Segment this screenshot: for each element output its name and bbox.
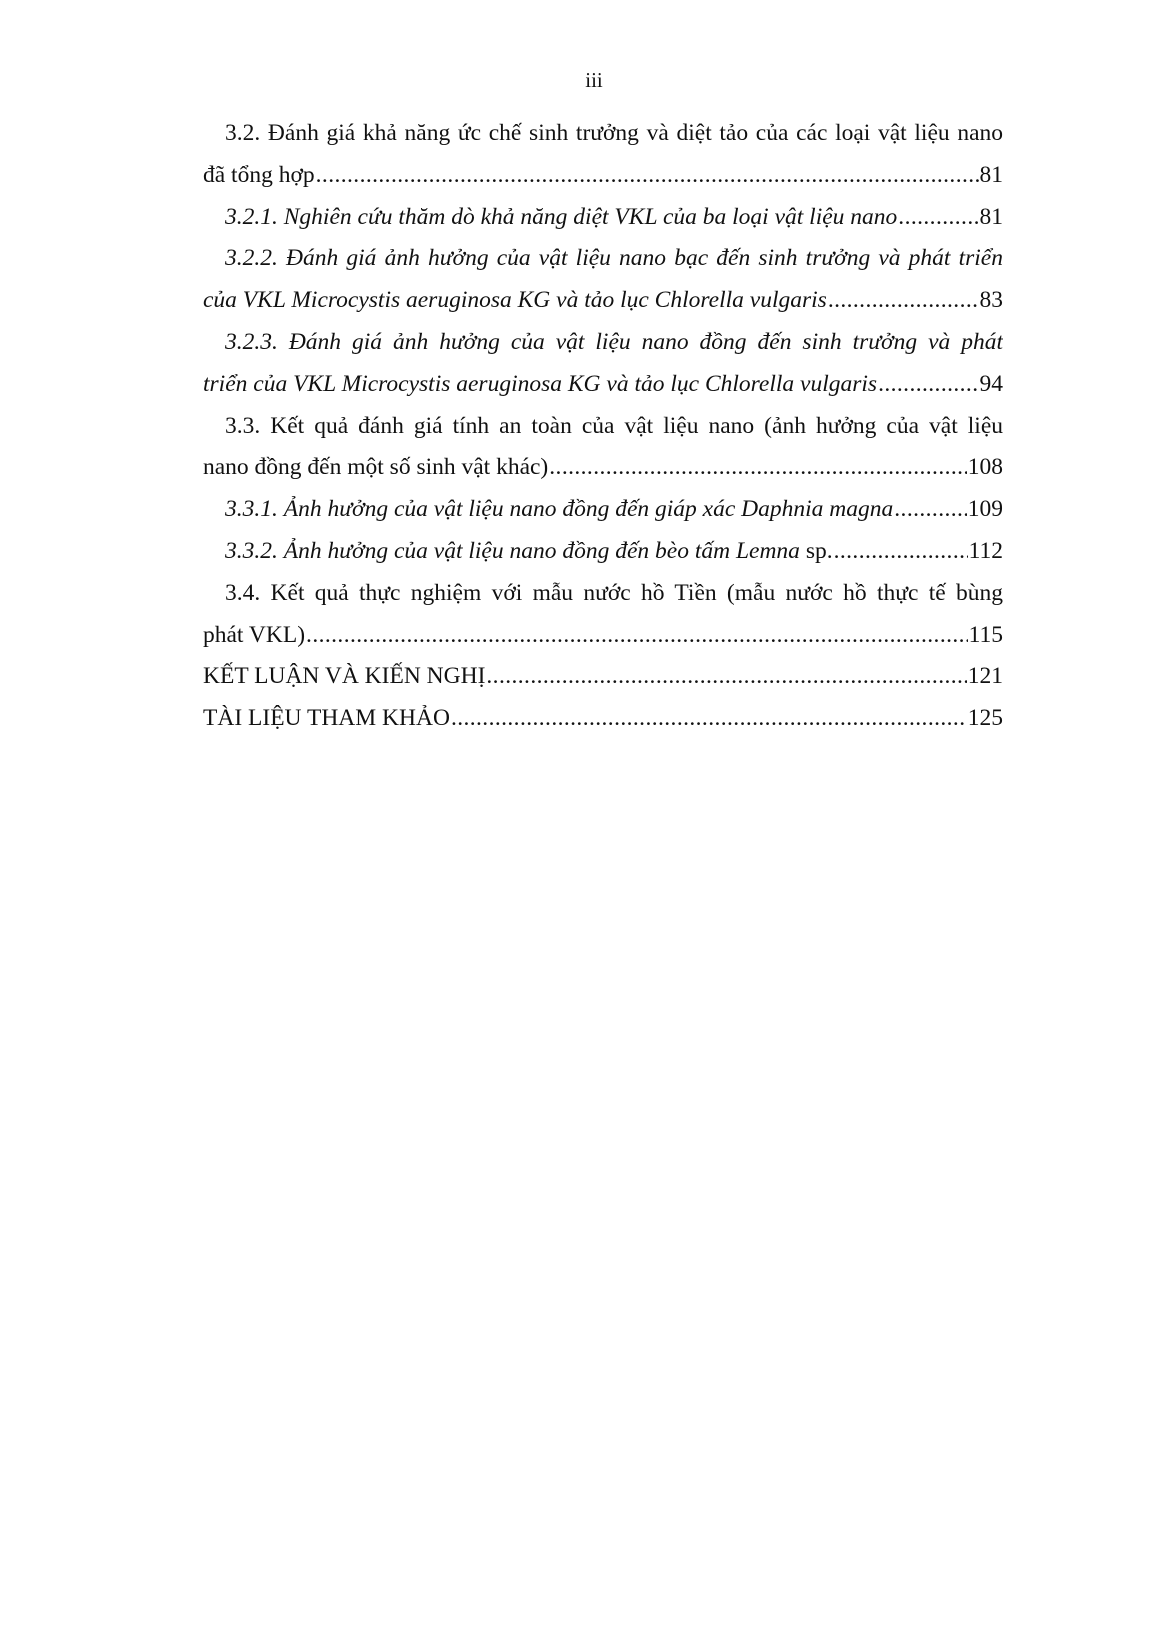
dot-leader (486, 656, 966, 698)
toc-entry-3-4[interactable] (203, 573, 1003, 657)
dot-leader (316, 155, 979, 197)
toc-entry-title (225, 531, 833, 573)
toc-entry-line (203, 489, 1003, 531)
dot-leader (894, 489, 966, 531)
toc-entry-line (203, 656, 1003, 698)
toc-page-number: 108 (967, 454, 1003, 481)
toc-entry-title: 3.2. Đánh giá khả năng ức chế sinh trưởng và diệt tảo của các loại vật liệu nano (225, 120, 1003, 146)
toc-page-number: 121 (967, 663, 1003, 690)
toc-entry-continuation (203, 155, 1003, 197)
toc-entry-line (203, 698, 1003, 740)
toc-page-number: 109 (967, 496, 1003, 523)
toc-entry-title-cont: triển của VKL Microcystis aeruginosa KG và tảo lục Chlorella vulgaris (203, 370, 878, 397)
toc-entry-3-3-2[interactable] (203, 531, 1003, 573)
toc-page-number: 81 (979, 161, 1003, 188)
toc-entry-3-2-3[interactable] (203, 322, 1003, 406)
page-number: iii (585, 68, 603, 92)
toc-entry-continuation (203, 280, 1003, 322)
toc-entry-title-upright: sp. (799, 537, 833, 564)
toc-entry-line (203, 531, 1003, 573)
toc-entry-title-cont: nano đồng đến một số sinh vật khác) (203, 454, 549, 481)
toc-entry-title-cont: của VKL Microcystis aeruginosa KG và tảo lục Chlorella vulgaris (203, 287, 827, 314)
toc-page-number: 112 (968, 537, 1003, 564)
toc-entry-continuation (203, 615, 1003, 657)
toc-entry-3-2-1[interactable] (203, 197, 1003, 239)
toc-entry-continuation (203, 447, 1003, 489)
toc-entry-continuation (203, 364, 1003, 406)
toc-page-number: 125 (967, 705, 1003, 732)
toc-entry-title: 3.3.1. Ảnh hưởng của vật liệu nano đồng đến giáp xác Daphnia magna (225, 496, 894, 523)
toc-entry-title: 3.2.3. Đánh giá ảnh hưởng của vật liệu nano đồng đến sinh trưởng và phát (225, 328, 1003, 355)
toc-entry-title-cont: phát VKL) (203, 621, 306, 648)
dot-leader (834, 531, 968, 573)
toc-entry-title: 3.2.1. Nghiên cứu thăm dò khả năng diệt VKL của ba loại vật liệu nano (225, 203, 898, 230)
table-of-contents (203, 113, 1003, 740)
toc-entry-title: 3.2.2. Đánh giá ảnh hưởng của vật liệu nano bạc đến sinh trưởng và phát triển (225, 245, 1003, 272)
toc-entry-line (203, 197, 1003, 239)
dot-leader (878, 364, 978, 406)
toc-page-number: 83 (979, 287, 1003, 314)
dot-leader (898, 197, 978, 239)
dot-leader (549, 447, 966, 489)
toc-entry-3-2-2[interactable] (203, 238, 1003, 322)
toc-entry-title: 3.4. Kết quả thực nghiệm với mẫu nước hồ Tiền (mẫu nước hồ thực tế bùng (225, 579, 1003, 606)
toc-entry-title: 3.3. Kết quả đánh giá tính an toàn của vật liệu nano (ảnh hưởng của vật liệu (225, 412, 1003, 439)
toc-page-number: 115 (968, 621, 1003, 648)
toc-entry-title: KẾT LUẬN VÀ KIẾN NGHỊ (203, 663, 486, 690)
toc-entry-conclusion[interactable] (203, 656, 1003, 698)
toc-entry-3-2[interactable] (203, 113, 1003, 197)
toc-page-number: 81 (979, 203, 1003, 230)
toc-page-number: 94 (979, 370, 1003, 397)
toc-entry-title-italic: 3.3.2. Ảnh hưởng của vật liệu nano đồng đến bèo tấm Lemna (225, 537, 800, 564)
dot-leader (828, 280, 979, 322)
dot-leader (306, 615, 968, 657)
toc-entry-references[interactable] (203, 698, 1003, 740)
toc-entry-3-3[interactable] (203, 406, 1003, 490)
toc-entry-title-cont: đã tổng hợp (203, 161, 315, 188)
toc-entry-3-3-1[interactable] (203, 489, 1003, 531)
toc-entry-title: TÀI LIỆU THAM KHẢO (203, 705, 450, 732)
dot-leader (451, 698, 967, 740)
